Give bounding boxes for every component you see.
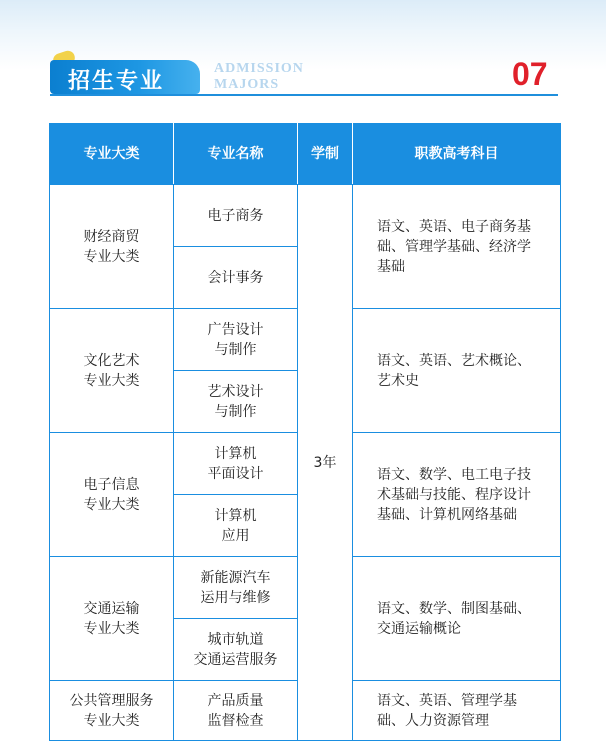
column-header-major: 专业名称 [174,124,298,185]
major-cell: 新能源汽车 运用与维修 [174,557,298,619]
majors-table [49,123,561,741]
subjects-cell: 语文、英语、艺术概论、艺术史 [353,309,561,433]
section-title: 招生专业 [68,68,165,94]
section-subtitle-line2: MAJORS [214,77,280,92]
major-cell: 城市轨道 交通运营服务 [174,619,298,681]
major-cell: 广告设计 与制作 [174,309,298,371]
table-header-row [50,124,561,185]
category-cell: 交通运输 专业大类 [50,557,174,681]
duration-cell: 3年 [298,185,353,741]
column-header-duration: 学制 [298,124,353,185]
category-cell: 公共管理服务 专业大类 [50,681,174,741]
subjects-cell: 语文、数学、制图基础、交通运输概论 [353,557,561,681]
major-cell: 产品质量 监督检查 [174,681,298,741]
major-cell: 电子商务 [174,185,298,247]
subjects-cell: 语文、英语、管理学基础、人力资源管理 [353,681,561,741]
major-cell: 计算机 应用 [174,495,298,557]
header-divider [50,94,558,96]
category-cell: 文化艺术 专业大类 [50,309,174,433]
category-cell: 财经商贸 专业大类 [50,185,174,309]
column-header-subjects: 职教高考科目 [353,124,561,185]
page-number: 07 [512,56,548,92]
major-cell: 艺术设计 与制作 [174,371,298,433]
section-subtitle-line1: ADMISSION [214,61,304,76]
major-cell: 会计事务 [174,247,298,309]
category-cell: 电子信息 专业大类 [50,433,174,557]
section-header [0,50,606,100]
major-cell: 计算机 平面设计 [174,433,298,495]
column-header-category: 专业大类 [50,124,174,185]
subjects-cell: 语文、英语、电子商务基础、管理学基础、经济学基础 [353,185,561,309]
table-row [50,185,561,247]
subjects-cell: 语文、数学、电工电子技术基础与技能、程序设计基础、计算机网络基础 [353,433,561,557]
